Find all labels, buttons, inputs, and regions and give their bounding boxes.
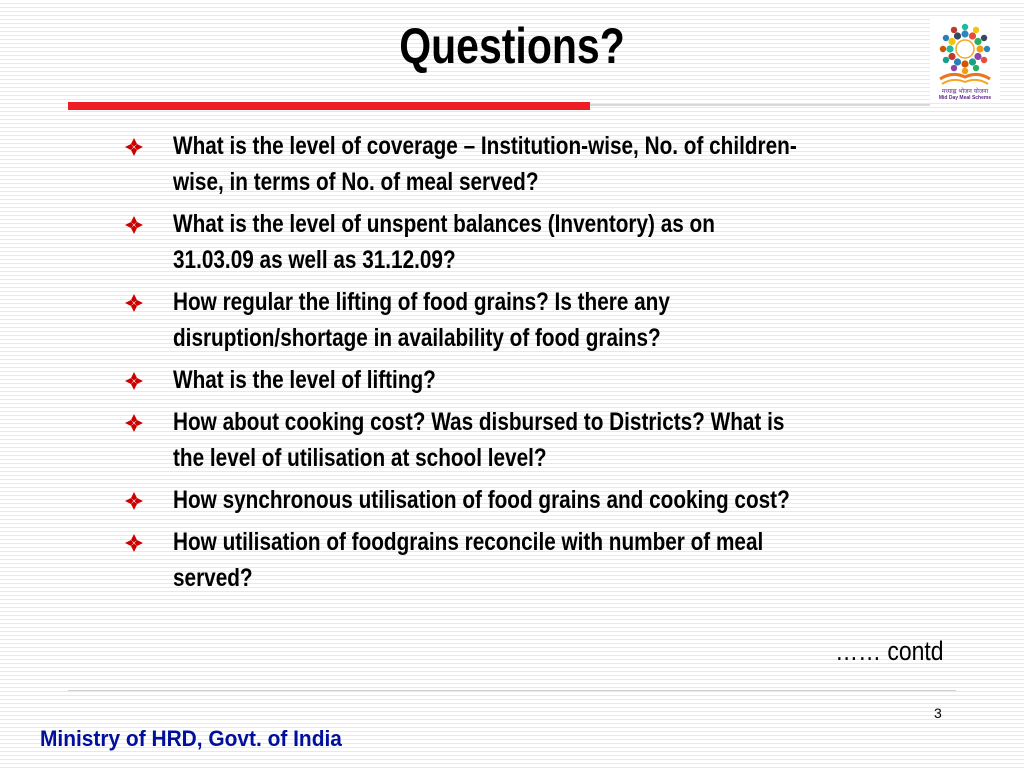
question-text — [173, 404, 962, 476]
question-text — [173, 284, 962, 356]
page-number: 3 — [934, 705, 942, 721]
question-line: How regular the lifting of food grains? Is there any — [173, 288, 670, 316]
question-text — [173, 362, 962, 398]
question-line: How about cooking cost? Was disbursed to Districts? What is — [173, 408, 785, 436]
diamond-bullet-icon — [124, 533, 144, 553]
logo-english-text: Mid Day Meal Scheme — [938, 95, 992, 101]
question-text — [173, 128, 962, 200]
question-line: What is the level of coverage – Institution-wise, No. of children- — [173, 132, 797, 160]
question-line: the level of utilisation at school level? — [173, 444, 547, 472]
title-underline-red — [68, 102, 590, 110]
question-line: 31.03.09 as well as 31.12.09? — [173, 246, 456, 274]
question-item — [124, 404, 964, 476]
question-line: wise, in terms of No. of meal served? — [173, 168, 539, 196]
question-line: disruption/shortage in availability of food grains? — [173, 324, 661, 352]
diamond-bullet-icon — [124, 413, 144, 433]
diamond-bullet-icon — [124, 371, 144, 391]
diamond-bullet-icon — [124, 491, 144, 511]
diamond-bullet-icon — [124, 137, 144, 157]
footer-divider — [68, 690, 956, 691]
question-list — [124, 128, 964, 602]
question-item — [124, 482, 964, 518]
question-text — [173, 206, 962, 278]
slide-title: Questions? — [399, 18, 625, 74]
question-line: How synchronous utilisation of food grains and cooking cost? — [173, 486, 790, 514]
question-item — [124, 524, 964, 596]
title-underline-gray — [590, 104, 930, 106]
question-line: What is the level of lifting? — [173, 366, 436, 394]
question-line: How utilisation of foodgrains reconcile with number of meal — [173, 528, 764, 556]
question-line: What is the level of unspent balances (Inventory) as on — [173, 210, 715, 238]
question-item — [124, 362, 964, 398]
question-item — [124, 284, 964, 356]
continued-label: …… contd — [835, 636, 944, 666]
diamond-bullet-icon — [124, 215, 144, 235]
question-item — [124, 128, 964, 200]
footer-ministry-label: Ministry of HRD, Govt. of India — [40, 726, 342, 751]
mid-day-meal-logo-icon — [930, 17, 1000, 89]
question-text — [173, 482, 962, 518]
mid-day-meal-logo — [930, 17, 1000, 103]
question-text — [173, 524, 962, 596]
question-line: served? — [173, 564, 253, 592]
logo-hindi-text: मध्याह्न भोजन योजना — [941, 88, 989, 95]
diamond-bullet-icon — [124, 293, 144, 313]
question-item — [124, 206, 964, 278]
